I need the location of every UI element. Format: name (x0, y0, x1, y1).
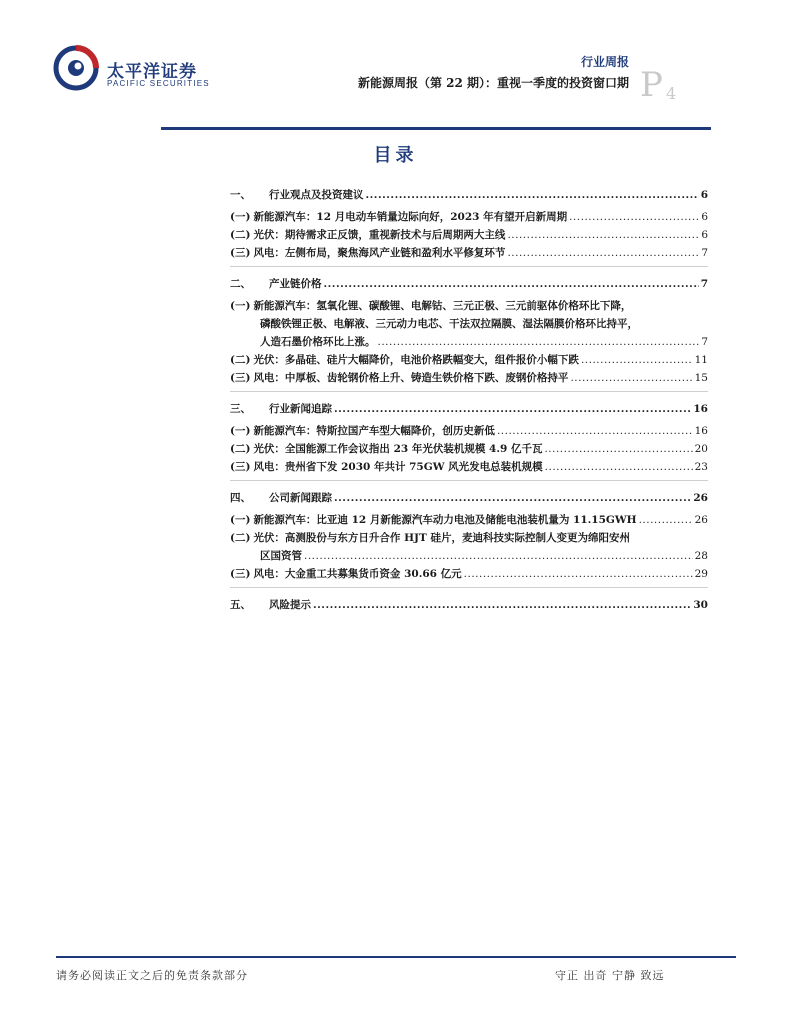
toc-page-number: 28 (694, 550, 708, 562)
toc-item[interactable] (230, 511, 708, 529)
header-divider (161, 127, 711, 130)
toc-item[interactable] (230, 244, 708, 262)
toc-item[interactable] (230, 369, 708, 387)
toc-page-number: 16 (693, 403, 708, 415)
toc-section-label: 风险提示 (269, 599, 311, 611)
toc-page-number: 26 (694, 514, 708, 526)
toc-item[interactable] (230, 422, 708, 440)
toc-heading: 目录 (373, 145, 418, 166)
toc-item[interactable] (230, 440, 708, 458)
toc-item[interactable] (230, 208, 708, 226)
toc-leader (570, 369, 692, 387)
toc-item[interactable] (230, 297, 708, 351)
toc-item-label: 磷酸铁锂正极、电解液、三元动力电芯、干法双拉隔膜、湿法隔膜价格环比持平， (260, 318, 638, 330)
report-category: 行业周报 (580, 55, 629, 69)
toc-item-number: (二) (230, 532, 251, 544)
toc-section[interactable] (230, 487, 708, 509)
toc-page-number: 26 (693, 492, 708, 504)
toc-leader (497, 422, 693, 440)
toc-item-number: (二) (230, 443, 251, 455)
toc-item[interactable] (230, 529, 708, 565)
toc-item-label: 风电：左侧布局，聚焦海风产业链和盈利水平修复环节 (253, 247, 506, 259)
toc-item[interactable] (230, 458, 708, 476)
toc-page-number: 6 (701, 229, 708, 241)
toc-section-number: 二、 (230, 278, 251, 290)
toc-item-number: (二) (230, 354, 251, 366)
toc-section-label: 行业观点及投资建议 (269, 189, 364, 201)
toc-section[interactable] (230, 594, 708, 616)
toc-page-number: 23 (694, 461, 708, 473)
toc-leader (334, 487, 691, 509)
toc-page-number: 7 (700, 278, 708, 290)
toc-item-label: 风电：大金重工共募集货币资金 30.66 亿元 (253, 568, 462, 580)
toc-item-number: (一) (230, 425, 251, 437)
toc-item-label: 风电：贵州省下发 2030 年共计 75GW 风光发电总装机规模 (253, 461, 543, 473)
toc-item-label: 新能源汽车：特斯拉国产车型大幅降价，创历史新低 (253, 425, 495, 437)
toc-leader (464, 565, 693, 583)
toc-leader (581, 351, 693, 369)
brand-name-en: PACIFIC SECURITIES (107, 79, 210, 88)
footer-divider (56, 956, 736, 958)
toc-item-label: 风电：中厚板、齿轮钢价格上升、铸造生铁价格下跌、废钢价格持平 (253, 372, 569, 384)
toc-item-label: 光伏：高测股份与东方日升合作 HJT 硅片，麦迪科技实际控制人变更为绵阳安州 (253, 532, 630, 544)
toc-separator (230, 391, 708, 392)
footer-disclaimer: 请务必阅读正文之后的免责条款部分 (56, 969, 248, 982)
toc-item-number: (一) (230, 211, 251, 223)
toc-separator (230, 587, 708, 588)
toc-section-number: 一、 (230, 189, 251, 201)
toc-item-label: 光伏：期待需求正反馈，重视新技术与后周期两大主线 (253, 229, 506, 241)
page-number: 4 (666, 84, 677, 103)
toc-item-label: 光伏：全国能源工作会议指出 23 年光伏装机规模 4.9 亿千瓦 (253, 443, 543, 455)
toc-page-number: 6 (700, 189, 708, 201)
toc-page-number: 30 (693, 599, 708, 611)
toc-leader (639, 511, 693, 529)
toc-page-number: 11 (694, 354, 708, 366)
table-of-contents (230, 184, 708, 618)
toc-leader (545, 458, 693, 476)
toc-item-label: 新能源汽车：12 月电动车销量边际向好，2023 年有望开启新周期 (253, 211, 568, 223)
toc-item[interactable] (230, 565, 708, 583)
toc-item-number: (三) (230, 461, 251, 473)
toc-leader (313, 594, 691, 616)
toc-item-label: 新能源汽车：氢氧化锂、碳酸锂、电解钴、三元正极、三元前驱体价格环比下降， (253, 300, 632, 312)
toc-item-number: (三) (230, 247, 251, 259)
toc-item-number: (一) (230, 300, 251, 312)
toc-leader (507, 244, 699, 262)
toc-item-label: 新能源汽车：比亚迪 12 月新能源汽车动力电池及储能电池装机量为 11.15GWH (253, 514, 637, 526)
toc-item-label: 区国资管 (260, 550, 302, 562)
toc-section[interactable] (230, 184, 708, 206)
toc-item-number: (三) (230, 372, 251, 384)
toc-page-number: 7 (701, 336, 708, 348)
toc-section[interactable] (230, 398, 708, 420)
toc-item-label: 人造石墨价格环比上涨。 (260, 336, 376, 348)
toc-section-number: 四、 (230, 492, 251, 504)
page-letter: P (640, 65, 663, 105)
toc-separator (230, 480, 708, 481)
brand-name-cn: 太平洋证券 (107, 62, 197, 82)
footer-motto: 守正 出奇 宁静 致远 (555, 969, 665, 982)
toc-section-number: 三、 (230, 403, 251, 415)
toc-leader (324, 273, 699, 295)
report-title: 新能源周报（第 22 期）：重视一季度的投资窗口期 (357, 76, 629, 90)
toc-page-number: 7 (701, 247, 708, 259)
toc-leader (366, 184, 699, 206)
toc-page-number: 20 (694, 443, 708, 455)
toc-item-number: (二) (230, 229, 251, 241)
toc-section[interactable] (230, 273, 708, 295)
toc-page-number: 29 (694, 568, 708, 580)
toc-page-number: 6 (701, 211, 708, 223)
toc-item[interactable] (230, 351, 708, 369)
toc-leader (569, 208, 699, 226)
toc-page-number: 16 (694, 425, 708, 437)
toc-item[interactable] (230, 226, 708, 244)
toc-section-label: 行业新闻追踪 (269, 403, 332, 415)
toc-leader (544, 440, 692, 458)
toc-item-number: (三) (230, 568, 251, 580)
toc-item-number: (一) (230, 514, 251, 526)
toc-separator (230, 266, 708, 267)
toc-page-number: 15 (694, 372, 708, 384)
toc-leader (334, 398, 691, 420)
toc-leader (507, 226, 699, 244)
toc-leader (304, 547, 693, 565)
toc-section-label: 产业链价格 (269, 278, 322, 290)
toc-item-label: 光伏：多晶硅、硅片大幅降价，电池价格跌幅变大，组件报价小幅下跌 (253, 354, 579, 366)
toc-section-label: 公司新闻跟踪 (269, 492, 332, 504)
toc-leader (378, 333, 700, 351)
toc-section-number: 五、 (230, 599, 251, 611)
